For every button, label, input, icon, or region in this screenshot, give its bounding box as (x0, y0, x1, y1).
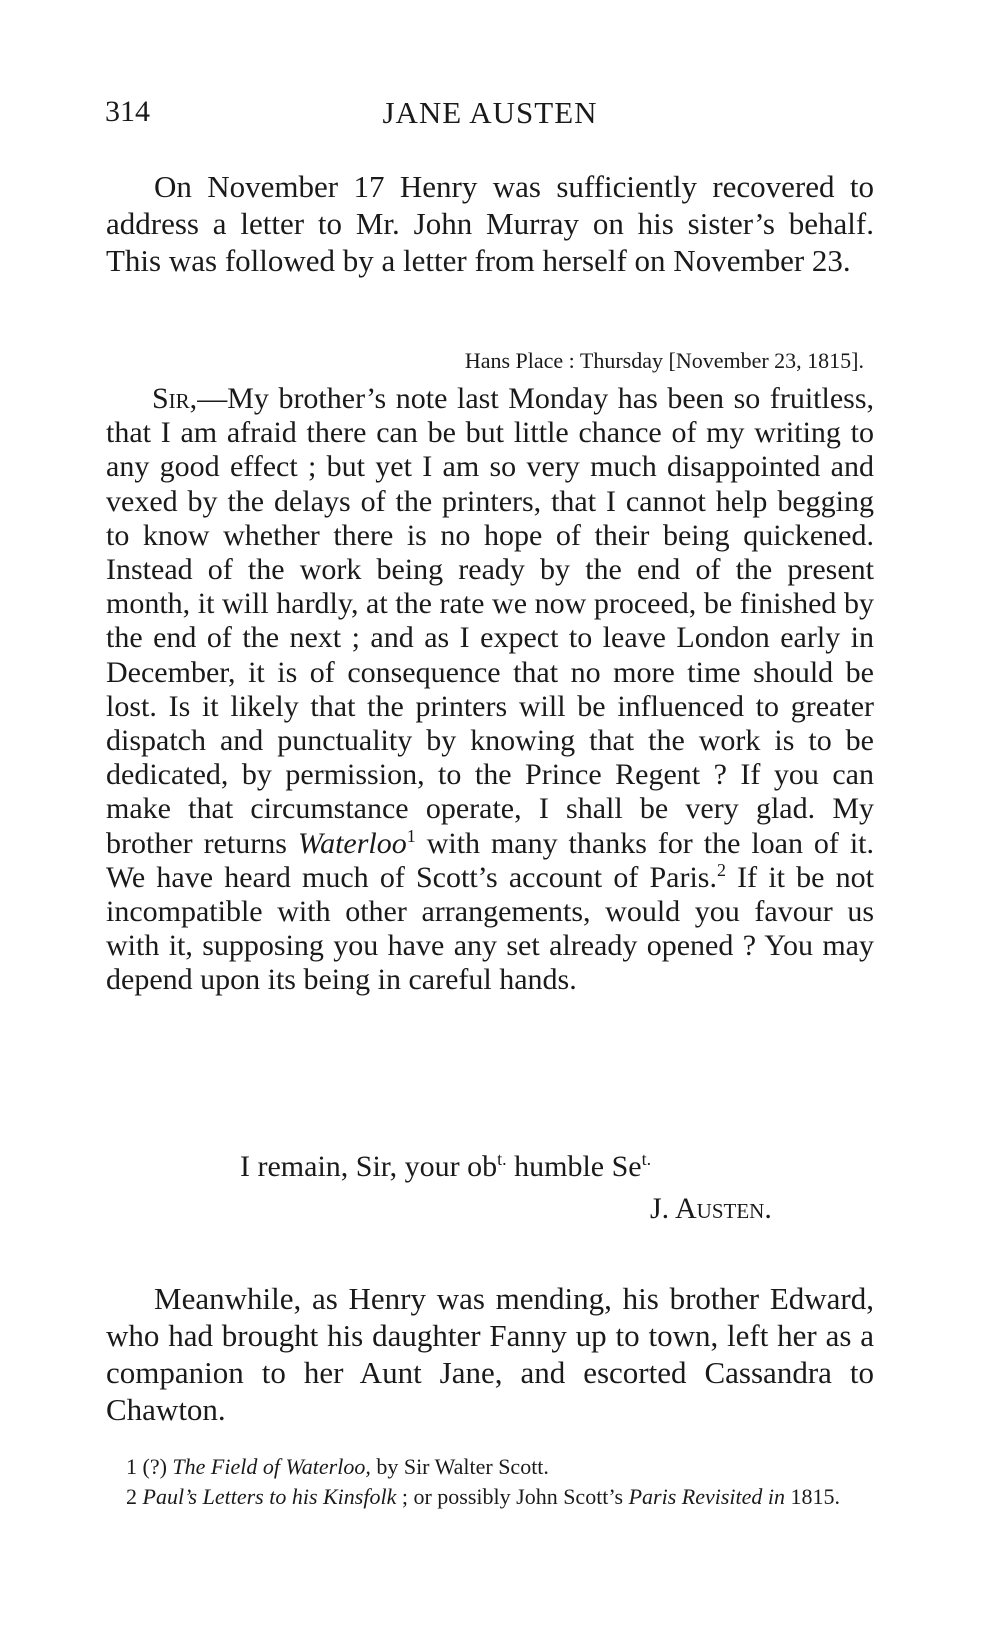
footnote-marker-2: 2 (716, 859, 726, 880)
letter-text-c: If it be not incompatible with other arrangements, would you favour us with it, supposing you have any set already opened ? You may depend upon its being in careful hands. (106, 860, 874, 997)
footnotes (106, 1452, 874, 1512)
footnote-2-rest: 1815. (785, 1484, 841, 1509)
footnote-2-mid: ; or possibly John Scott’s (396, 1484, 629, 1509)
footnote-marker-1: 1 (406, 825, 416, 846)
paragraph-intro: On November 17 Henry was sufficiently recovered to address a letter to Mr. John Murray on his sister’s behalf. This was followed by a letter from herself on November 23. (106, 169, 874, 278)
footnote-1-rest: by Sir Walter Scott. (370, 1454, 549, 1479)
footnote-1-mark: 1 (126, 1454, 137, 1479)
letter-salutation: Sir, (152, 382, 198, 415)
footnote-1-title: The Field of Waterloo, (172, 1454, 371, 1479)
footnote-2 (106, 1482, 874, 1512)
letter-text-b: with many thanks for the loan of it. We have heard much of Scott’s account of Paris. (106, 826, 875, 894)
footnote-2-title: Paul’s Letters to his Kinsfolk (142, 1484, 397, 1509)
paragraph-closing: Meanwhile, as Henry was mending, his brother Edward, who had brought his daughter Fanny up to town, left her as a companion to her Aunt Jane, and escorted Cassandra to Chawton. (106, 1281, 874, 1427)
page-header (105, 95, 875, 145)
letter-waterloo-title: Waterloo (297, 826, 407, 860)
running-title: JANE AUSTEN (382, 95, 598, 130)
signoff-sup-1: t. (497, 1149, 507, 1169)
signoff-text-a: I remain, Sir, your ob (240, 1150, 498, 1183)
letter-text-a: —My brother’s note last Monday has been so fruitless, that I am afraid there can be but little chance of my writing to any good effect ; but yet I am so very much disappointed and vexed by the delays of the printers, that I cannot help begging to know whether there is no hope of their being quickened. Instead of the work being ready by the end of the present month, it will hardly, at the rate we now proceed, be finished by the end of the next ; and as I expect to leave London early in December, it is of consequence that no more time should be lost. Is it likely that the printers will be influenced to greater dispatch and punctuality by knowing that the work is to be dedicated, by permission, to the Prince Regent ? If you can make that circumstance operate, I shall be very glad. My brother returns (106, 382, 874, 860)
letter-signature: J. Austen. (650, 1192, 772, 1225)
footnote-2-mark: 2 (126, 1484, 137, 1509)
footnote-1-prefix: (?) (142, 1454, 173, 1479)
footnote-2-title2: Paris Revisited in (628, 1484, 786, 1509)
page-number: 314 (105, 95, 150, 128)
letter-signoff (240, 1150, 651, 1184)
letter-dateline: Hans Place : Thursday [November 23, 1815]. (464, 348, 864, 373)
footnote-1 (106, 1452, 874, 1482)
signoff-sup-2: t. (641, 1149, 652, 1169)
letter-body (106, 382, 874, 998)
signoff-text-b: humble Se (506, 1150, 642, 1183)
